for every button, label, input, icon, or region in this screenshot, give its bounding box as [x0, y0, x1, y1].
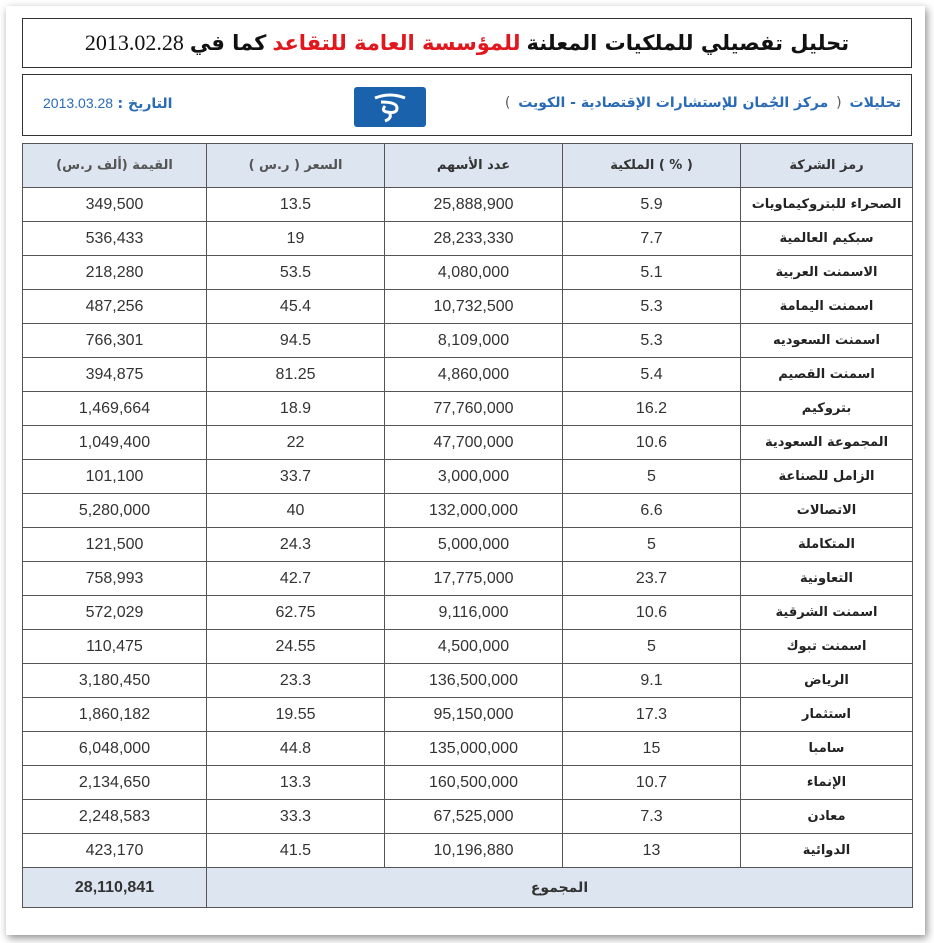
cell-company: الدوائية [741, 834, 913, 868]
cell-value: 487,256 [23, 290, 207, 324]
table-row [23, 698, 913, 732]
source-text: مركز الجُمان للإستشارات الإقتصادية - الكويت [518, 95, 829, 111]
cell-shares: 4,500,000 [385, 630, 563, 664]
cell-price: 45.4 [207, 290, 385, 324]
table-row [23, 562, 913, 596]
cell-price: 53.5 [207, 256, 385, 290]
source-label: تحليلات [849, 95, 901, 111]
cell-value: 394,875 [23, 358, 207, 392]
cell-company: اسمنت السعوديه [741, 324, 913, 358]
cell-price: 33.7 [207, 460, 385, 494]
cell-value: 766,301 [23, 324, 207, 358]
cell-company: سامبا [741, 732, 913, 766]
cell-value: 349,500 [23, 188, 207, 222]
cell-price: 19.55 [207, 698, 385, 732]
table-row [23, 834, 913, 868]
logo-mark-icon [367, 90, 413, 124]
cell-shares: 10,732,500 [385, 290, 563, 324]
cell-price: 62.75 [207, 596, 385, 630]
cell-shares: 160,500,000 [385, 766, 563, 800]
cell-company: الرياض [741, 664, 913, 698]
cell-ownership: 10.6 [563, 596, 741, 630]
cell-ownership: 16.2 [563, 392, 741, 426]
cell-shares: 17,775,000 [385, 562, 563, 596]
cell-price: 41.5 [207, 834, 385, 868]
ownership-table [22, 143, 913, 908]
header-company: رمز الشركة [741, 144, 913, 188]
cell-company: اسمنت القصيم [741, 358, 913, 392]
cell-value: 536,433 [23, 222, 207, 256]
cell-shares: 132,000,000 [385, 494, 563, 528]
cell-company: بتروكيم [741, 392, 913, 426]
cell-ownership: 10.7 [563, 766, 741, 800]
table-row [23, 630, 913, 664]
cell-shares: 5,000,000 [385, 528, 563, 562]
cell-company: معادن [741, 800, 913, 834]
title-part-2: للمؤسسة العامة للتقاعد [272, 31, 521, 55]
cell-ownership: 10.6 [563, 426, 741, 460]
cell-price: 13.5 [207, 188, 385, 222]
cell-company: الصحراء للبتروكيماويات [741, 188, 913, 222]
cell-shares: 135,000,000 [385, 732, 563, 766]
cell-ownership: 5 [563, 528, 741, 562]
cell-value: 121,500 [23, 528, 207, 562]
cell-shares: 136,500,000 [385, 664, 563, 698]
cell-price: 19 [207, 222, 385, 256]
cell-price: 44.8 [207, 732, 385, 766]
cell-company: اسمنت الشرقية [741, 596, 913, 630]
cell-company: سبكيم العالمية [741, 222, 913, 256]
cell-shares: 4,080,000 [385, 256, 563, 290]
cell-price: 40 [207, 494, 385, 528]
cell-ownership: 17.3 [563, 698, 741, 732]
cell-shares: 47,700,000 [385, 426, 563, 460]
date-value: 2013.03.28 [43, 95, 114, 111]
cell-ownership: 5.3 [563, 324, 741, 358]
cell-company: اسمنت اليمامة [741, 290, 913, 324]
cell-ownership: 13 [563, 834, 741, 868]
cell-company: الاتصالات [741, 494, 913, 528]
cell-shares: 28,233,330 [385, 222, 563, 256]
cell-value: 2,248,583 [23, 800, 207, 834]
cell-price: 13.3 [207, 766, 385, 800]
header-ownership: الملكية ( % ) [563, 144, 741, 188]
table-row [23, 766, 913, 800]
cell-value: 101,100 [23, 460, 207, 494]
total-row [23, 868, 913, 908]
cell-company: الإنماء [741, 766, 913, 800]
cell-value: 758,993 [23, 562, 207, 596]
cell-ownership: 9.1 [563, 664, 741, 698]
cell-company: استثمار [741, 698, 913, 732]
cell-value: 110,475 [23, 630, 207, 664]
report-date [43, 95, 172, 112]
cell-value: 423,170 [23, 834, 207, 868]
cell-value: 1,049,400 [23, 426, 207, 460]
cell-value: 6,048,000 [23, 732, 207, 766]
cell-price: 33.3 [207, 800, 385, 834]
source-close-paren: ) [504, 95, 511, 111]
table-row [23, 222, 913, 256]
cell-ownership: 7.3 [563, 800, 741, 834]
cell-company: المتكاملة [741, 528, 913, 562]
table-row [23, 426, 913, 460]
cell-value: 3,180,450 [23, 664, 207, 698]
table-row [23, 596, 913, 630]
cell-ownership: 15 [563, 732, 741, 766]
cell-price: 81.25 [207, 358, 385, 392]
table-row [23, 290, 913, 324]
header-shares: عدد الأسهم [385, 144, 563, 188]
table-row [23, 664, 913, 698]
company-logo [354, 87, 426, 127]
cell-value: 218,280 [23, 256, 207, 290]
cell-company: المجموعة السعودية [741, 426, 913, 460]
cell-ownership: 5 [563, 460, 741, 494]
cell-price: 23.3 [207, 664, 385, 698]
cell-shares: 67,525,000 [385, 800, 563, 834]
table-header-row [23, 144, 913, 188]
title-date: 2013.02.28 [84, 30, 184, 55]
header-value: القيمة (ألف ر.س) [23, 144, 207, 188]
info-bar [22, 74, 912, 136]
cell-shares: 95,150,000 [385, 698, 563, 732]
cell-ownership: 7.7 [563, 222, 741, 256]
table-row [23, 188, 913, 222]
date-label: التاريخ : [117, 96, 173, 112]
table-body [23, 188, 913, 868]
total-value: 28,110,841 [23, 868, 207, 908]
cell-value: 1,469,664 [23, 392, 207, 426]
cell-price: 24.55 [207, 630, 385, 664]
cell-ownership: 5.9 [563, 188, 741, 222]
document-page [6, 6, 925, 935]
cell-value: 1,860,182 [23, 698, 207, 732]
cell-price: 24.3 [207, 528, 385, 562]
cell-ownership: 6.6 [563, 494, 741, 528]
table-row [23, 358, 913, 392]
table-row [23, 324, 913, 358]
table-row [23, 800, 913, 834]
table-row [23, 392, 913, 426]
cell-ownership: 5.4 [563, 358, 741, 392]
cell-price: 94.5 [207, 324, 385, 358]
cell-value: 5,280,000 [23, 494, 207, 528]
cell-company: الاسمنت العربية [741, 256, 913, 290]
table-row [23, 256, 913, 290]
cell-shares: 4,860,000 [385, 358, 563, 392]
cell-price: 22 [207, 426, 385, 460]
cell-shares: 10,196,880 [385, 834, 563, 868]
cell-price: 42.7 [207, 562, 385, 596]
cell-ownership: 5.1 [563, 256, 741, 290]
cell-value: 572,029 [23, 596, 207, 630]
table-row [23, 528, 913, 562]
title-part-3: كما في [189, 31, 267, 55]
cell-company: اسمنت تبوك [741, 630, 913, 664]
report-title [22, 18, 912, 68]
cell-price: 18.9 [207, 392, 385, 426]
cell-shares: 25,888,900 [385, 188, 563, 222]
cell-shares: 9,116,000 [385, 596, 563, 630]
source-open-paren: ( [836, 95, 842, 111]
table-row [23, 460, 913, 494]
cell-value: 2,134,650 [23, 766, 207, 800]
header-price: السعر ( ر.س ) [207, 144, 385, 188]
total-label: المجموع [207, 868, 913, 908]
cell-shares: 8,109,000 [385, 324, 563, 358]
cell-ownership: 5 [563, 630, 741, 664]
source-credit [502, 95, 901, 111]
cell-shares: 77,760,000 [385, 392, 563, 426]
cell-company: الزامل للصناعة [741, 460, 913, 494]
table-row [23, 494, 913, 528]
cell-ownership: 5.3 [563, 290, 741, 324]
cell-ownership: 23.7 [563, 562, 741, 596]
table-row [23, 732, 913, 766]
cell-shares: 3,000,000 [385, 460, 563, 494]
title-part-1: تحليل تفصيلي للملكيات المعلنة [526, 31, 850, 55]
cell-company: التعاونية [741, 562, 913, 596]
